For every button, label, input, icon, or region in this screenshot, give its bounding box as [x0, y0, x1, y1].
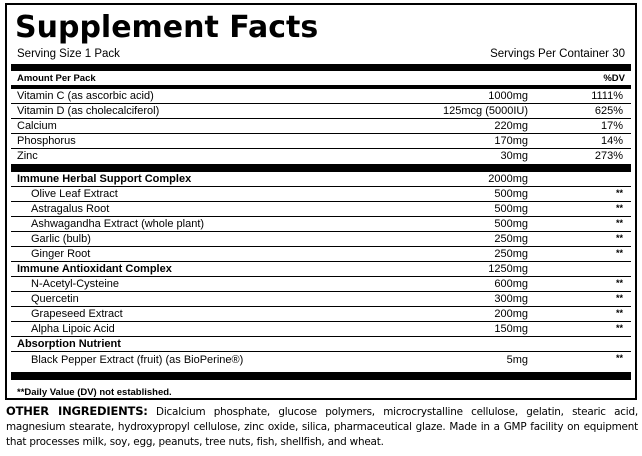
thick-divider — [11, 64, 631, 71]
other-ingredients-text: Dicalcium phosphate, glucose polymers, microcrystalline cellulose, gelatin, stearic acid, magnesium stearate, hydroxypropyl cellulose, zinc oxide, silica, pharmaceutical glaze. Made in a GMP facility on equipment that processes milk, soy, egg, peanuts, tree nuts, fish, shellfish, and wheat. — [6, 406, 638, 448]
ingredient-row: Garlic (bulb) 250mg ** — [11, 232, 631, 247]
serving-info — [17, 47, 625, 61]
section-divider — [11, 164, 631, 172]
ingredient-row: Olive Leaf Extract 500mg ** — [11, 187, 631, 202]
nutrient-row: Vitamin C (as ascorbic acid) 1000mg 1111% — [11, 89, 631, 104]
dv-header: %DV — [603, 73, 625, 84]
ingredient-row: N-Acetyl-Cysteine 600mg ** — [11, 277, 631, 292]
servings-per-container: Servings Per Container 30 — [490, 48, 625, 60]
ingredient-row: Alpha Lipoic Acid 150mg ** — [11, 322, 631, 337]
bottom-divider — [11, 372, 631, 380]
nutrient-row: Vitamin D (as cholecalciferol) 125mcg (5000IU) 625% — [11, 104, 631, 119]
other-ingredients — [6, 404, 638, 450]
ingredient-row: Quercetin 300mg ** — [11, 292, 631, 307]
ingredient-row: Ginger Root 250mg ** — [11, 247, 631, 262]
other-ingredients-label: OTHER INGREDIENTS: — [6, 404, 148, 418]
nutrient-row: Zinc 30mg 273% — [17, 150, 623, 162]
column-header — [11, 71, 631, 85]
ingredient-row: Astragalus Root 500mg ** — [11, 202, 631, 217]
ingredient-row: Grapeseed Extract 200mg ** — [11, 307, 631, 322]
nutrient-row: Calcium 220mg 17% — [11, 119, 631, 134]
blend-row: Immune Antioxidant Complex 1250mg — [11, 262, 631, 277]
dv-footnote: **Daily Value (DV) not established. — [17, 387, 172, 398]
panel-title: Supplement Facts — [15, 10, 319, 45]
blend-row: Absorption Nutrient — [11, 337, 631, 352]
ingredient-row: Ashwagandha Extract (whole plant) 500mg ** — [11, 217, 631, 232]
serving-size: Serving Size 1 Pack — [17, 48, 120, 60]
supplement-facts-panel — [5, 3, 637, 400]
ingredient-row: Black Pepper Extract (fruit) (as BioPerine®) 5mg ** — [31, 353, 623, 366]
amount-header: Amount Per Pack — [17, 73, 96, 84]
blend-row: Immune Herbal Support Complex 2000mg — [11, 172, 631, 187]
nutrient-row: Phosphorus 170mg 14% — [11, 134, 631, 149]
